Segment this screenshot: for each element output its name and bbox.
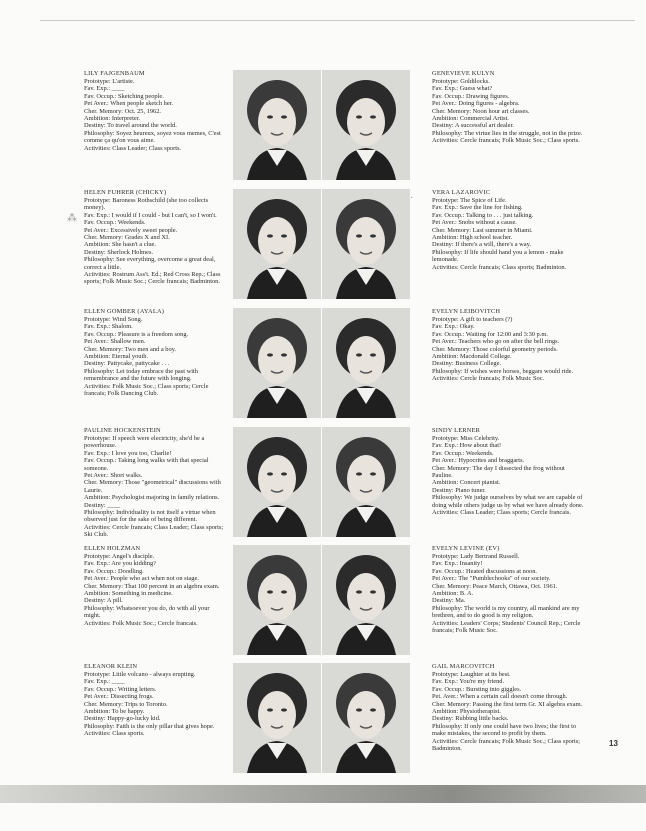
bio-line: Destiny: To travel around the world. [84, 122, 177, 130]
bio-line: Fav. Occup.: Sketching people. [84, 92, 164, 100]
bio-line: Prototype: Wind Song. [84, 315, 143, 323]
bio-line: Destiny: Rubbing little backs. [432, 715, 509, 723]
bio-line: Philosophy: Whatsoever you do, do with all your might. [84, 604, 210, 620]
bio-line: Ambition: To be happy. [84, 707, 145, 715]
bio-line: Fav. Exp.: Save the line for fishing. [432, 204, 523, 212]
bio-line: Prototype: Angel's disciple. [84, 552, 155, 560]
student-portrait-photo [233, 427, 321, 537]
bio-line: Fav. Exp.: How about that! [432, 442, 502, 450]
bio-line: Pet Aver.: Teachers who go on after the bell rings. [432, 338, 560, 346]
bio-line: Fav. Exp.: I love you too, Charlie! [84, 449, 172, 457]
bio-line: Cher. Memory: Oct. 25, 1962. [84, 107, 162, 115]
page-number: 13 [609, 739, 618, 748]
bio-line: Philosophy: Individuality is not itself a virtue when observed just for the sake of being different. [84, 508, 216, 524]
student-name: GAIL MARCOVITCH [432, 663, 495, 670]
bio-line: Ambition: B. A. [432, 589, 474, 597]
bio-line: Ambition: Something in medicine. [84, 589, 173, 597]
bio-line: Prototype: Lady Bertrand Russell. [432, 552, 520, 560]
bio-vera-lazarovic [432, 189, 584, 271]
margin-smudge: ⁂ [67, 213, 77, 224]
bio-line: Activities: Cercle francais; Class sports; Badminton. [432, 263, 567, 271]
bio-line: Ambition: Concert pianist. [432, 479, 501, 487]
student-portrait-photo [233, 189, 321, 299]
bio-line: Destiny: Ma. [432, 597, 466, 605]
bio-line: Activities: Leaders' Corps; Students' Council Rep.; Cercle francais; Folk Music Soc. [432, 619, 581, 634]
bio-gail-marcovitch [432, 663, 584, 752]
bio-line: Fav. Occup.: Taking long walks with that special someone. [84, 457, 209, 472]
bio-line: Cher. Memory: Two men and a boy. [84, 345, 177, 353]
student-name: VERA LAZAROVIC [432, 189, 491, 196]
student-portrait-photo [322, 308, 410, 418]
bio-line: Pet Aver.: Doing figures - algebra. [432, 100, 520, 108]
student-name: SINDY LERNER [432, 427, 481, 434]
student-portrait-photo [322, 427, 410, 537]
bio-line: Ambition: She hasn't a clue. [84, 241, 156, 249]
bio-line: Cher. Memory: Grades X and XI. [84, 233, 170, 241]
bio-line: Fav. Occup.: Talking to . . . just talking. [432, 211, 534, 219]
bio-line: Activities: Cercle francais; Folk Music Soc.; Class sports; Badminton. [432, 737, 581, 752]
student-portrait-photo [322, 663, 410, 773]
bio-line: Philosophy: We judge ourselves by what we are capable of doing while others judge us by what we have already done. [432, 494, 584, 509]
bio-line: Fav. Occup.: Heated discussions at noon. [432, 567, 538, 575]
bio-line: Prototype: Little volcano - always erupting. [84, 670, 196, 678]
scan-edge-shadow [0, 785, 646, 803]
bio-evelyn-leibovitch [432, 308, 584, 383]
student-portrait-photo [322, 545, 410, 655]
bio-ellen-holzman [84, 545, 226, 627]
bio-line: Prototype: L'artiste. [84, 77, 135, 85]
bio-line: Philosophy: Soyez heureux, soyez vous memes, C'est comme ça qu'on vous aime. [84, 129, 221, 145]
bio-sindy-lerner [432, 427, 584, 516]
bio-line: Ambition: Interpreter. [84, 114, 141, 122]
bio-line: Philosophy: If only one could have two lives; the first to make mistakes, the second to profit by them. [432, 722, 577, 738]
bio-line: Philosophy: If wishes were horses, beggars would ride. [432, 367, 574, 375]
bio-line: Fav. Exp.: I would if I could - but I can't, so I won't. [84, 211, 217, 219]
bio-line: Destiny: Sherlock Holmes. [84, 248, 154, 256]
bio-line: Destiny: If there's a will, there's a way. [432, 241, 531, 249]
bio-line: Prototype: If speech were electricity, she'd be a powerhouse. [84, 434, 205, 450]
bio-line: Ambition: Psychologist majoring in family relations. [84, 494, 220, 502]
bio-line: Philosophy: The world is my country, all mankind are my brethren, and to do good is my religion. [432, 604, 580, 620]
student-name: ELLEN GOMBER (AYALA) [84, 308, 165, 315]
bio-line: Philosophy: Faith is the only pillar that gives hope. [84, 722, 215, 730]
student-portrait-photo [322, 189, 410, 299]
bio-genevieve-kulyn [432, 70, 584, 145]
bio-line: Destiny: A successful art dealer. [432, 122, 514, 130]
bio-line: Cher. Memory: Peace March, Ottawa, Oct. 1961. [432, 582, 558, 590]
bio-line: Activities: Cercle francais; Folk Music Soc. [432, 375, 545, 383]
bio-line: Ambition: Eternal youth. [84, 352, 149, 360]
student-name: ELLEN HOLZMAN [84, 545, 141, 552]
student-portrait-photo [233, 663, 321, 773]
bio-line: Cher. Memory: The day I dissected the frog without Pauline. [432, 464, 565, 479]
bio-line: Fav. Occup.: Weekends. [432, 449, 494, 457]
bio-line: Fav. Occup.: Pleasure is a freedom song. [84, 330, 189, 338]
bio-line: Pet Aver.: Dissecting frogs. [84, 693, 154, 701]
bio-line: Fav. Occup.: Writing letters. [84, 685, 157, 693]
bio-line: Prototype: Laughter at its best. [432, 670, 511, 678]
bio-line: Pet Aver.: Snobs without a cause. [432, 219, 517, 227]
bio-line: Ambition: High school teacher. [432, 233, 513, 241]
bio-line: Destiny: ____ [84, 501, 121, 509]
bio-line: Prototype: The Spice of Life. [432, 196, 507, 204]
margin-smudge: · [410, 193, 414, 204]
bio-line: Pet Aver.: Short walks. [84, 471, 143, 479]
student-portrait-photo [322, 70, 410, 180]
bio-eleanor-klein [84, 663, 226, 738]
bio-line: Philosophy: Let today embrace the past with remembrance and the future with longing. [84, 367, 198, 383]
bio-line: Cher. Memory: That 100 percent in an algebra exam. [84, 582, 220, 590]
bio-line: Ambition: Macdonald College. [432, 352, 512, 360]
bio-evelyn-levine [432, 545, 584, 634]
student-portrait-photo [233, 308, 321, 418]
bio-line: Cher. Memory: Those "geometrical" discussions with Laurie. [84, 479, 221, 494]
bio-line: Fav. Exp.: You're my friend. [432, 678, 505, 686]
bio-line: Fav. Exp.: Shalom. [84, 323, 133, 331]
bio-line: Philosophy: See everything, overcome a great deal, correct a little. [84, 256, 216, 271]
student-portrait-photo [233, 545, 321, 655]
bio-line: Ambition: Commercial Artist. [432, 114, 509, 122]
bio-line: Fav. Exp.: Guess what? [432, 85, 493, 93]
student-name: PAULINE HOCKENSTEIN [84, 427, 161, 434]
bio-line: Pet Aver.: Shallow men. [84, 338, 146, 346]
bio-line: Activities: Cercle francais; Class Leader; Class sports; Ski Club. [84, 523, 224, 539]
bio-line: Activities: Folk Music Soc.; Class sports; Cercle francais; Folk Dancing Club. [84, 382, 209, 397]
student-name: ELEANOR KLEIN [84, 663, 138, 670]
bio-line: Cher. Memory: Trips to Toronto. [84, 700, 168, 708]
bio-line: Cher. Memory: Those colorful geometry periods. [432, 345, 558, 353]
bio-line: Fav. Occup.: Drawing figures. [432, 92, 510, 100]
bio-line: Fav. Exp.: Insanity! [432, 560, 483, 568]
bio-line: Destiny: Pattycake, pattycake . . . [84, 360, 170, 368]
page-top-rule [40, 20, 635, 21]
bio-line: Destiny: Business College. [432, 360, 502, 368]
bio-line: Destiny: Piano tuner. [432, 486, 486, 494]
bio-line: Cher. Memory: Last summer in Miami. [432, 226, 533, 234]
bio-line: Activities: Rostrum Ass't. Ed.; Red Cross Rep.; Class sports; Folk Music Soc.; Cercle francais; Badminton. [84, 270, 221, 286]
bio-line: Fav. Occup.: Doodling. [84, 567, 144, 575]
bio-line: Philosophy: If life should hand you a lemon - make lemonade. [432, 248, 564, 264]
bio-line: Pet. Aver.: When a certain call doesn't come through. [432, 693, 568, 701]
bio-line: Prototype: Miss Celebrity. [432, 434, 500, 442]
bio-lily-fajgenbaum [84, 70, 226, 152]
bio-line: Activities: Cercle francais; Folk Music Soc.; Class sports. [432, 137, 580, 145]
bio-line: Activities: Folk Music Soc.; Cercle francais. [84, 619, 198, 627]
bio-line: Prototype: A gift to teachers (?) [432, 315, 513, 323]
bio-line: Prototype: Baroness Rothschild (she too collects money). [84, 196, 209, 212]
bio-ellen-gomber [84, 308, 226, 397]
student-name: EVELYN LEVINE (EV) [432, 545, 500, 552]
bio-line: Pet Aver.: Hypocrites and braggarts. [432, 457, 525, 465]
student-name: EVELYN LEIBOVITCH [432, 308, 501, 315]
student-name: LILY FAJGENBAUM [84, 70, 145, 77]
bio-line: Activities: Class Leader; Class sports. [84, 144, 182, 152]
student-name: HELEN FUHRER (CHICKY) [84, 189, 167, 196]
student-portrait-photo [233, 70, 321, 180]
bio-line: Pet Aver.: People who act when not on stage. [84, 575, 199, 583]
bio-line: Ambition: Physiotherapist. [432, 707, 501, 715]
student-name: GENEVIEVE KULYN [432, 70, 495, 77]
bio-line: Prototype: Goldilocks. [432, 77, 490, 85]
bio-line: Pet Aver.: The "Pumblechooks" of our society. [432, 575, 551, 583]
bio-line: Fav. Exp.: Okay. [432, 323, 475, 331]
bio-line: Destiny: Happy-go-lucky kid. [84, 715, 161, 723]
bio-line: Fav. Occup.: Weekends. [84, 219, 146, 227]
bio-line: Fav. Exp.: ____ [84, 678, 125, 686]
bio-line: Cher. Memory: Passing the first term Gr. XI algebra exam. [432, 700, 583, 708]
bio-line: Cher. Memory: Noon hour art classes. [432, 107, 530, 115]
bio-line: Philosophy: The virtue lies in the struggle, not in the prize. [432, 129, 583, 137]
bio-line: Activities: Class Leader; Class sports; Cercle francais. [432, 508, 571, 516]
bio-pauline-hockenstein [84, 427, 226, 539]
bio-line: Destiny: A pill. [84, 597, 123, 605]
bio-line: Pet Aver.: Excessively sweet people. [84, 226, 178, 234]
bio-line: Activities: Class sports. [84, 730, 145, 738]
bio-line: Fav. Exp.: ____ [84, 85, 125, 93]
bio-line: Pet Aver.: When people sketch her. [84, 100, 174, 108]
bio-line: Fav. Occup.: Waiting for 12:00 and 3:30 p.m. [432, 330, 548, 338]
bio-helen-fuhrer [84, 189, 226, 286]
bio-line: Fav. Exp.: Are you kidding? [84, 560, 157, 568]
bio-line: Fav. Occup.: Bursting into giggles. [432, 685, 522, 693]
